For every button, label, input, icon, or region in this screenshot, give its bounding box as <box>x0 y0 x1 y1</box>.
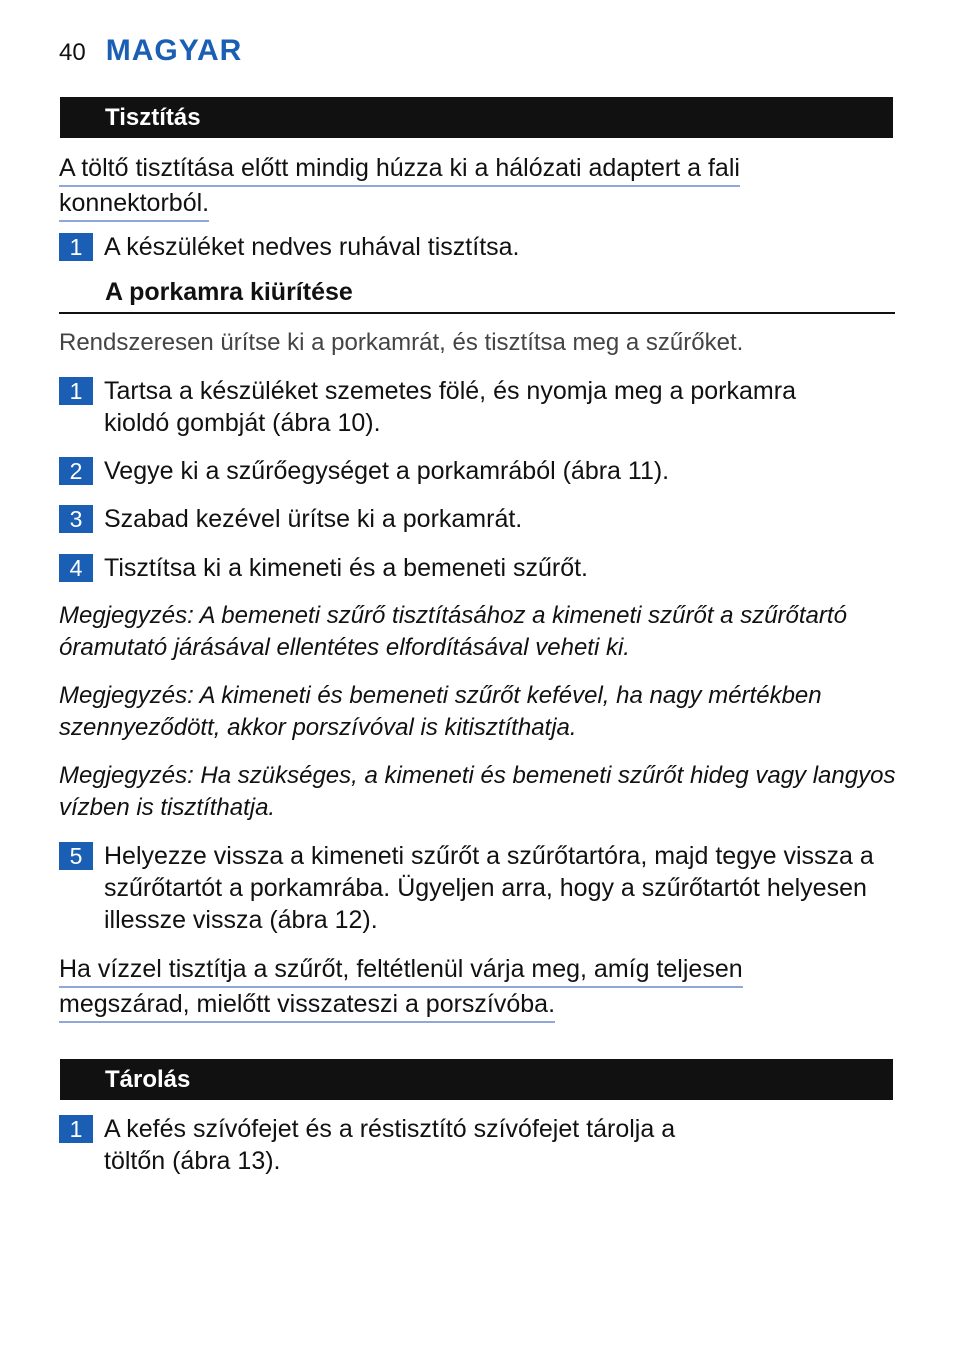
step-text: A készüléket nedves ruhával tisztítsa. <box>104 233 520 261</box>
note-3: Megjegyzés: Ha szükséges, a kimeneti és bemeneti szűrőt hideg vagy langyos vízben is tisztíthatja. <box>59 762 896 821</box>
filter-warning <box>59 953 743 1023</box>
section-title-storage: Tárolás <box>60 1059 893 1100</box>
step-4 <box>59 552 899 584</box>
warning-line: konnektorból. <box>59 187 209 222</box>
step-text: A kefés szívófejet és a réstisztító szívófejet tárolja a töltőn (ábra 13). <box>104 1115 676 1175</box>
intro-text: Rendszeresen ürítse ki a porkamrát, és tisztítsa meg a szűrőket. <box>59 329 744 356</box>
step-text: Helyezze vissza a kimeneti szűrőt a szűrőtartóra, majd tegye vissza a szűrőtartót a porkamrába. Ügyeljen arra, hogy a szűrőtartót helyesen illessze vissza (ábra 12). <box>104 842 874 934</box>
step-clean-1 <box>59 231 899 263</box>
step-1 <box>59 375 839 439</box>
note-1: Megjegyzés: A bemeneti szűrő tisztításához a kimeneti szűrőt a szűrőtartó óramutató járásával ellentétes elfordításával veheti ki. <box>59 602 847 661</box>
step-number-badge: 1 <box>59 1115 93 1143</box>
step-text: Tartsa a készüléket szemetes fölé, és nyomja meg a porkamra kioldó gombját (ábra 10). <box>104 377 796 437</box>
language-heading: MAGYAR <box>105 34 243 67</box>
step-number-badge: 1 <box>59 233 93 261</box>
step-text: Vegye ki a szűrőegységet a porkamrából (ábra 11). <box>104 457 670 485</box>
step-number-badge: 2 <box>59 457 93 485</box>
step-number-badge: 3 <box>59 505 93 533</box>
section-title-cleaning: Tisztítás <box>60 97 893 138</box>
note-2: Megjegyzés: A kimeneti és bemeneti szűrőt kefével, ha nagy mértékben szennyeződött, akkor porszívóval is kitisztíthatja. <box>59 682 822 741</box>
step-number-badge: 5 <box>59 842 93 870</box>
step-3 <box>59 503 899 535</box>
step-number-badge: 4 <box>59 554 93 582</box>
subsection-title: A porkamra kiürítése <box>59 276 895 314</box>
storage-step-1 <box>59 1113 719 1177</box>
warning-line: A töltő tisztítása előtt mindig húzza ki a hálózati adaptert a fali <box>59 152 740 187</box>
page-header <box>59 34 242 74</box>
step-number-badge: 1 <box>59 377 93 405</box>
step-5 <box>59 840 889 936</box>
step-text: Szabad kezével ürítse ki a porkamrát. <box>104 505 523 533</box>
page-number: 40 <box>59 39 86 66</box>
step-2 <box>59 455 899 487</box>
warning-line: Ha vízzel tisztítja a szűrőt, feltétlenül várja meg, amíg teljesen <box>59 953 743 988</box>
step-text: Tisztítsa ki a kimeneti és a bemeneti szűrőt. <box>104 554 588 582</box>
warning-line: megszárad, mielőtt visszateszi a porszívóba. <box>59 988 555 1023</box>
cleaning-warning <box>59 152 740 222</box>
